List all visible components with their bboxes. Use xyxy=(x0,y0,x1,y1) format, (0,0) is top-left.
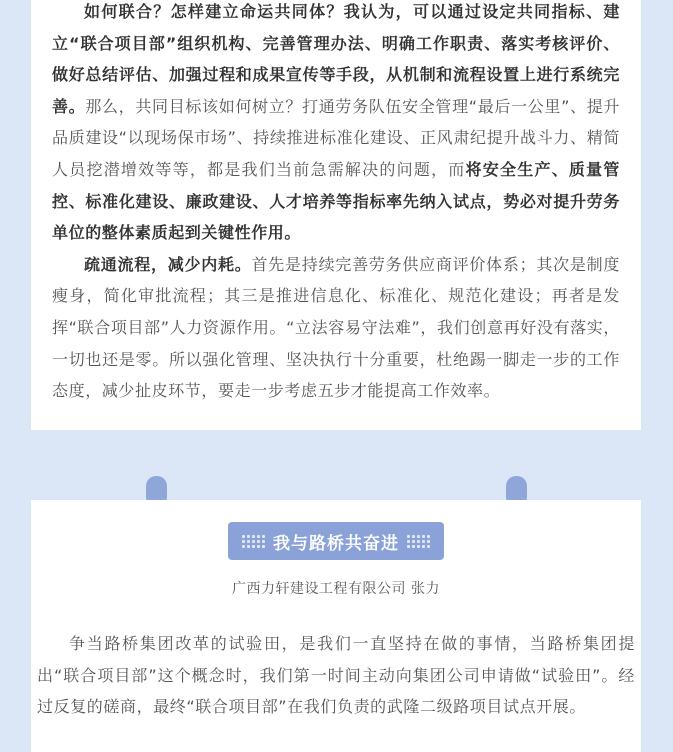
section-heading: 我与路桥共奋进 xyxy=(273,533,399,554)
author-line: 广西力轩建设工程有限公司 张力 xyxy=(232,581,440,597)
paragraph-process-text: 首先是持续完善劳务供应商评价体系；其次是制度瘦身，简化审批流程；其三是推进信息化、标准化、规范化建设；再者是发挥“联合项目部”人力资源作用。“立法容易守法难”，我们创意再好没有落实，一切也还是零。所以强化管理、坚决执行十分重要，杜绝踢一脚走一步的工作态度，减少扯皮环节，要走一步考虑五步才能提高工作效率。 xyxy=(52,254,620,401)
paragraph-unite-bold: 如何联合？怎样建立命运共同体？我认为，可以通过设定共同指标、建立“联合项目部”组织机构、完善管理办法、明确工作职责、落实考核评价、做好总结评估、加强过程和成果宣传等手段，从机制和流程设置上进行系统完善。 xyxy=(52,2,620,116)
paragraph-unite-text: 那么，共同目标该如何树立？打通劳务队伍安全管理“最后一公里”、提升品质建设“以现场保市场”、持续推进标准化建设、正风肃纪提升战斗力、精简人员挖潜增效等等，都是我们当前急需解决的问题，而 xyxy=(52,96,620,179)
paragraph-process xyxy=(52,249,620,407)
paragraph-unite xyxy=(52,0,620,249)
dots-decoration-right xyxy=(407,535,430,548)
paragraph-unite-bold-2: 将安全生产、质量管控、标准化建设、廉政建设、人才培养等指标率先纳入试点，势必对提升劳务单位的整体素质起到关键性作用。 xyxy=(52,159,620,243)
article-card-top xyxy=(31,0,641,430)
section-heading-badge xyxy=(228,522,444,560)
dots-decoration-left xyxy=(242,535,265,548)
paragraph-experiment: 争当路桥集团改革的试验田，是我们一直坚持在做的事情，当路桥集团提出“联合项目部”这个概念时，我们第一时间主动向集团公司申请做“试验田”。经过反复的磋商，最终“联合项目部”在我们负责的武隆二级路项目试点开展。 xyxy=(37,634,635,716)
paragraph-process-bold: 疏通流程，减少内耗。 xyxy=(84,254,252,274)
article-card-bottom xyxy=(31,500,641,752)
section2-body xyxy=(37,628,635,723)
